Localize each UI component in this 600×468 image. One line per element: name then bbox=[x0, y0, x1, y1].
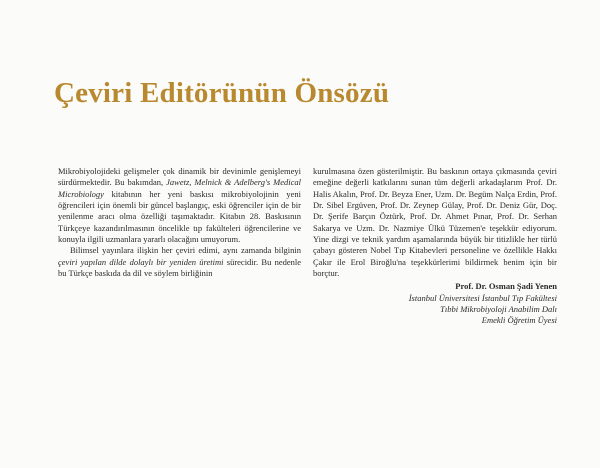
book-title: Jawetz, Melnick & Adelberg's Medical Microbiology bbox=[58, 177, 301, 199]
translation-emphasis: çeviri yapılan dilde dolaylı bir yeniden üretimi bbox=[58, 256, 224, 267]
signature-affiliation-department: Tıbbi Mikrobiyoloji Anabilim Dalı bbox=[440, 304, 557, 315]
signature-affiliation-university: İstanbul Üniversitesi İstanbul Tıp Fakültesi bbox=[408, 292, 557, 303]
paragraph-acknowledgements: kurulmasına özen gösterilmiştir. Bu baskının ortaya çıkmasında çeviri emeğine değerli katkılarını sunan tüm değerli arkadaşlarım Prof. Dr. Halis Akalın, Prof. Dr. Beyza Ener, Uzm. Dr. Begüm Nalça Erdin, Prof. Dr. Sibel Ergüven, Prof. Dr. Zeynep Gülay, Prof. Dr. Deniz Gür, Doç. Dr. Şerife Barçın Öztürk, Prof. Dr. Ahmet Pınar, Prof. Dr. Serhan Sakarya ve Uzm. Dr. Nazmiye Ülkü Tüzemen'e teşekkür ediyorum. Yine dizgi ve teknik yardım aşamalarında büyük bir titizlikle her türlü çabayı gösteren Nobel Tıp Kitabevleri personeline ve özellikle Hakkı Çakır ile Erol Biroğlu'na teşekkürlerimi bildirmek benim için bir borçtur. bbox=[313, 166, 557, 279]
paragraph-translation bbox=[58, 245, 301, 279]
signature-affiliation-title: Emekli Öğretim Üyesi bbox=[481, 315, 557, 326]
translation-text-cont: sürecidir. Bu nedenle bu Türkçe baskıda da dil ve söylem birliğinin bbox=[58, 256, 301, 279]
paragraph-intro bbox=[58, 166, 301, 245]
intro-text: Mikrobiyolojideki gelişmeler çok dinamik bir devinimle genişlemeyi sürdürmektedir. Bu bakımdan, bbox=[58, 166, 301, 188]
page-title: Çeviri Editörünün Önsözü bbox=[54, 77, 390, 110]
signature-name: Prof. Dr. Osman Şadi Yenen bbox=[455, 281, 557, 292]
signature-block bbox=[313, 281, 557, 326]
intro-text-cont: kitabının her yeni baskısı mikrobiyolojinin yeni öğrencileri için önemli bir güncel başlangıç, eski öğrenciler için de bir yenilenme aracı olma özelliği taşımaktadır. Kitabın 28. Baskısının Türkçeye kazandırılmasının öncelikle tıp fakülteleri öğrencilerine ve konuyla ilgili uzmanlara yararlı olacağını umuyorum. bbox=[58, 188, 301, 245]
translation-text: Bilimsel yayınlara ilişkin her çeviri edimi, aynı zamanda bilginin bbox=[70, 245, 301, 256]
left-column bbox=[58, 166, 301, 279]
right-column bbox=[313, 166, 557, 327]
